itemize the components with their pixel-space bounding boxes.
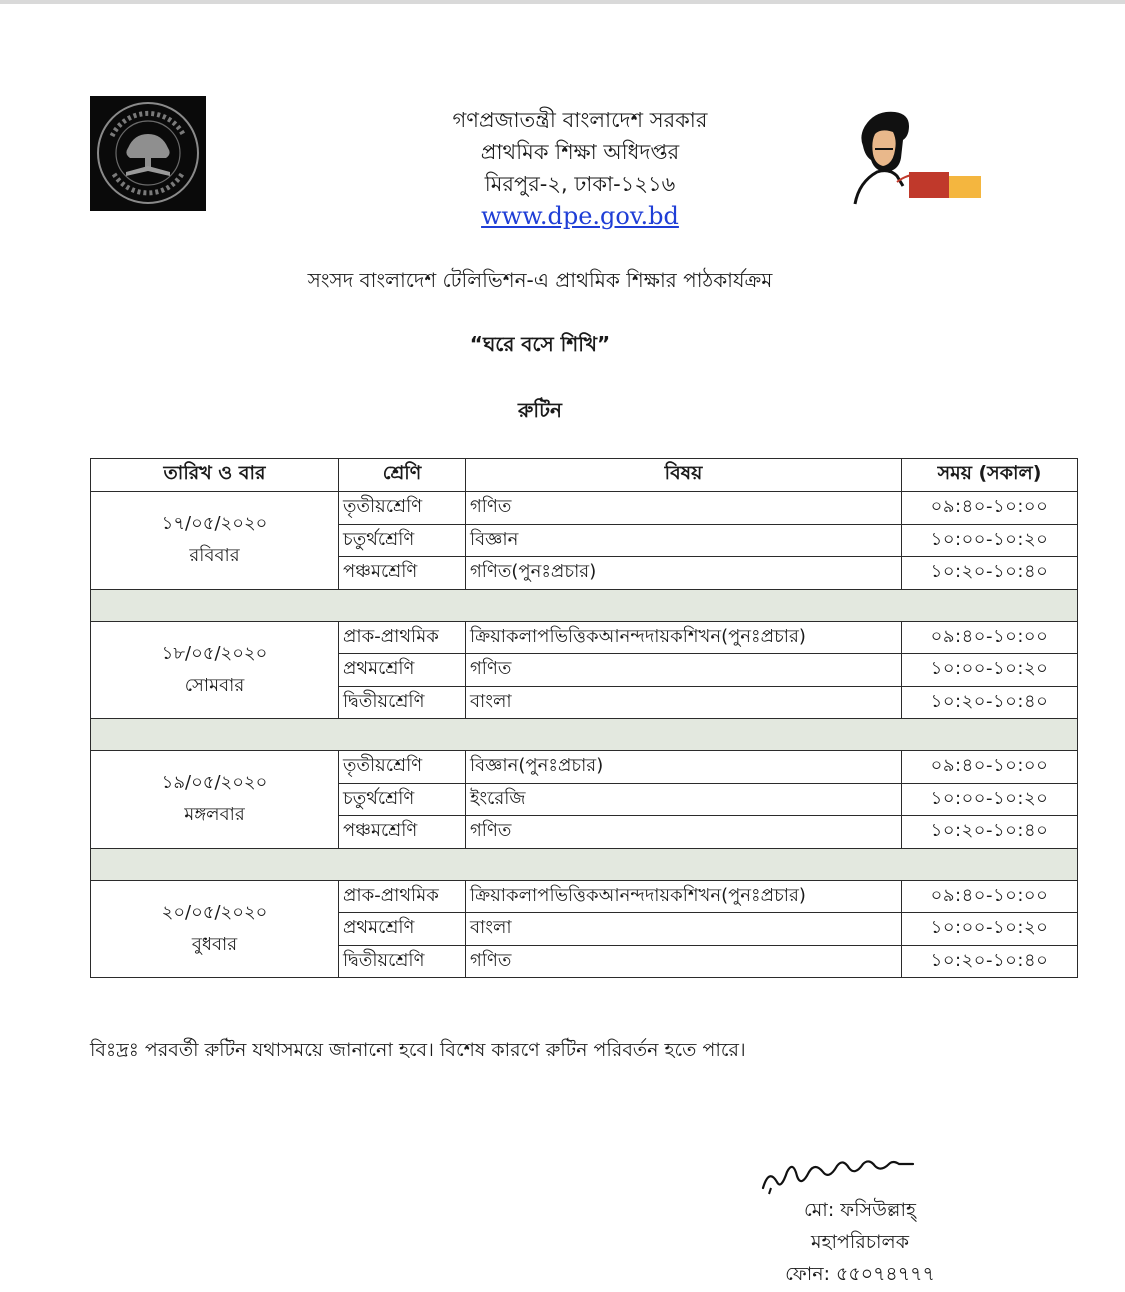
- mujib-borsho-logo: [845, 104, 985, 206]
- date-text: ১৯/০৫/২০২০: [161, 772, 268, 794]
- table-row: [91, 880, 1078, 913]
- signature-scribble-icon: [755, 1158, 955, 1198]
- subject-cell: বাংলা: [466, 913, 902, 946]
- class-cell: তৃতীয়শ্রেণি: [339, 751, 466, 784]
- spacer-row: [91, 589, 1078, 621]
- office-header: [380, 104, 780, 232]
- subject-cell: বাংলা: [466, 686, 902, 719]
- day-text: মঙ্গলবার: [184, 804, 245, 826]
- class-cell: চতুর্থশ্রেণি: [339, 524, 466, 557]
- website-link[interactable]: www.dpe.gov.bd: [481, 202, 679, 230]
- day-text: সোমবার: [184, 674, 245, 696]
- time-cell: ১০:২০-১০:৪০: [902, 557, 1078, 590]
- date-cell: [91, 621, 339, 719]
- spacer-row: [91, 848, 1078, 880]
- signatory-name: মো: ফসিউল্লাহ্: [804, 1199, 916, 1221]
- date-text: ১৭/০৫/২০২০: [161, 513, 268, 535]
- time-cell: ০৯:৪০-১০:০০: [902, 880, 1078, 913]
- day-text: বুধবার: [191, 933, 238, 955]
- spacer-cell: [91, 589, 1078, 621]
- date-text: ২০/০৫/২০২০: [161, 901, 268, 923]
- class-cell: প্রথমশ্রেণি: [339, 654, 466, 687]
- subject-cell: ক্রিয়াকলাপভিত্তিকআনন্দদায়কশিখন(পুনঃপ্রচার): [466, 621, 902, 654]
- subject-cell: গণিত(পুনঃপ্রচার): [466, 557, 902, 590]
- date-cell: [91, 492, 339, 590]
- date-text: ১৮/০৫/২০২০: [161, 642, 268, 664]
- class-cell: চতুর্থশ্রেণি: [339, 783, 466, 816]
- subject-cell: বিজ্ঞান(পুনঃপ্রচার): [466, 751, 902, 784]
- time-cell: ১০:০০-১০:২০: [902, 783, 1078, 816]
- class-cell: তৃতীয়শ্রেণি: [339, 492, 466, 525]
- top-rule: [0, 0, 1125, 4]
- time-cell: ১০:২০-১০:৪০: [902, 686, 1078, 719]
- time-cell: ১০:২০-১০:৪০: [902, 816, 1078, 849]
- table-row: [91, 492, 1078, 525]
- signatory-designation: মহাপরিচালক: [810, 1231, 910, 1253]
- table-row: [91, 621, 1078, 654]
- directorate-name: প্রাথমিক শিক্ষা অধিদপ্তর: [480, 140, 680, 164]
- slogan: “ঘরে বসে শিখি”: [469, 332, 611, 356]
- signatory-phone: ফোন: ৫৫০৭৪৭৭৭: [785, 1263, 935, 1285]
- government-name: গণপ্রজাতন্ত্রী বাংলাদেশ সরকার: [452, 108, 708, 132]
- subject-cell: বিজ্ঞান: [466, 524, 902, 557]
- date-cell: [91, 751, 339, 849]
- signature: [755, 1158, 955, 1198]
- time-cell: ০৯:৪০-১০:০০: [902, 621, 1078, 654]
- routine-title: রুটিন: [518, 398, 562, 422]
- header-class: শ্রেণি: [339, 459, 466, 492]
- routine-table: [90, 458, 1078, 978]
- time-cell: ১০:২০-১০:৪০: [902, 945, 1078, 978]
- time-cell: ১০:০০-১০:২০: [902, 913, 1078, 946]
- header-subject: বিষয়: [466, 459, 902, 492]
- date-cell: [91, 880, 339, 978]
- time-cell: ০৯:৪০-১০:০০: [902, 751, 1078, 784]
- class-cell: দ্বিতীয়শ্রেণি: [339, 686, 466, 719]
- subject-cell: গণিত: [466, 492, 902, 525]
- seal-icon: [90, 96, 206, 211]
- footnote: বিঃদ্রঃ পরবর্তী রুটিন যথাসময়ে জানানো হবে। বিশেষ কারণে রুটিন পরিবর্তন হতে পারে।: [90, 1039, 746, 1061]
- subject-cell: ক্রিয়াকলাপভিত্তিকআনন্দদায়কশিখন(পুনঃপ্রচার): [466, 880, 902, 913]
- class-cell: প্রাক-প্রাথমিক: [339, 880, 466, 913]
- class-cell: পঞ্চমশ্রেণি: [339, 816, 466, 849]
- education-seal-logo: [90, 96, 206, 211]
- day-text: রবিবার: [189, 545, 240, 567]
- time-cell: ০৯:৪০-১০:০০: [902, 492, 1078, 525]
- subject-cell: গণিত: [466, 654, 902, 687]
- class-cell: প্রাক-প্রাথমিক: [339, 621, 466, 654]
- time-cell: ১০:০০-১০:২০: [902, 524, 1078, 557]
- subject-cell: গণিত: [466, 945, 902, 978]
- portrait-icon: [845, 104, 985, 206]
- spacer-row: [91, 719, 1078, 751]
- office-address: মিরপুর-২, ঢাকা-১২১৬: [484, 172, 676, 196]
- program-title: সংসদ বাংলাদেশ টেলিভিশন-এ প্রাথমিক শিক্ষার পাঠকার্যক্রম: [307, 268, 773, 292]
- time-cell: ১০:০০-১০:২০: [902, 654, 1078, 687]
- spacer-cell: [91, 719, 1078, 751]
- subject-cell: গণিত: [466, 816, 902, 849]
- class-cell: দ্বিতীয়শ্রেণি: [339, 945, 466, 978]
- header-time: সময় (সকাল): [902, 459, 1078, 492]
- spacer-cell: [91, 848, 1078, 880]
- class-cell: পঞ্চমশ্রেণি: [339, 557, 466, 590]
- subject-cell: ইংরেজি: [466, 783, 902, 816]
- class-cell: প্রথমশ্রেণি: [339, 913, 466, 946]
- table-row: [91, 751, 1078, 784]
- signatory-block: [760, 1194, 960, 1290]
- table-header-row: [91, 459, 1078, 492]
- header-date: তারিখ ও বার: [91, 459, 339, 492]
